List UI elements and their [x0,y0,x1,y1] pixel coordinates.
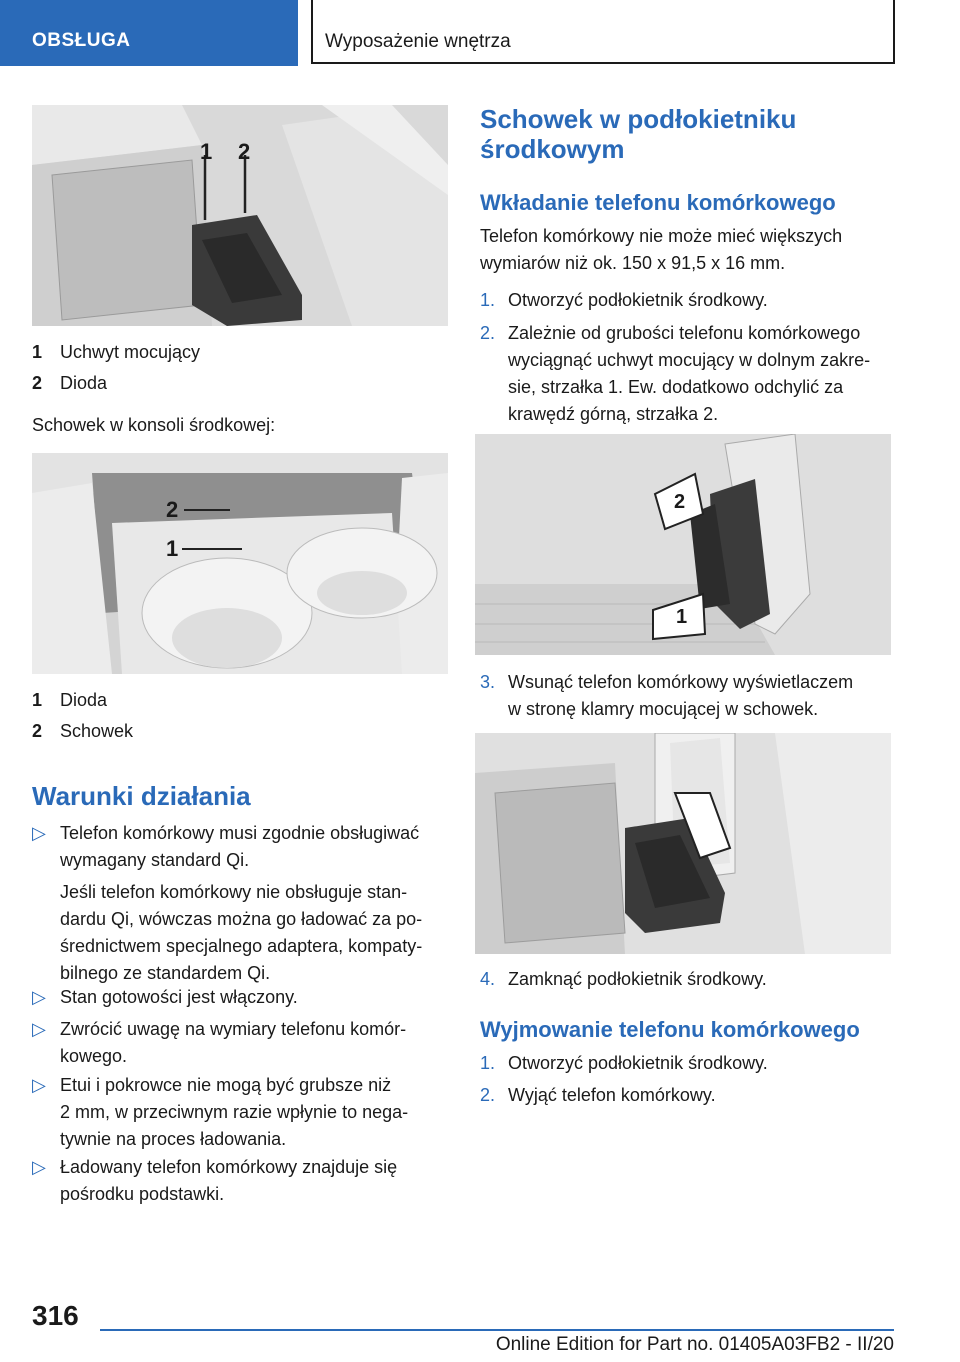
triangle-bullet-icon: ▷ [32,1075,46,1095]
condition-line: Ładowany telefon komórkowy znajduje się [60,1157,398,1177]
phone-insert-illustration [475,733,891,954]
section-header-title: Wyposażenie wnętrza [325,31,511,52]
condition-line: bilnego ze standardem Qi. [60,963,271,983]
step-line: Zależnie od grubości telefonu komórkowego [508,323,861,343]
condition-line: 2 mm, w przeciwnym razie wpłynie to nega- [60,1102,409,1122]
step-line: Otworzyć podłokietnik środkowy. [508,290,768,310]
step-number: 1. [480,1053,496,1073]
figure-armrest-holder [32,105,448,326]
triangle-bullet-icon: ▷ [32,987,46,1007]
callout-1: 1 [166,536,179,561]
triangle-bullet-icon: ▷ [32,1019,46,1039]
heading-line: Schowek w podłokietniku [480,104,797,134]
footer-divider [100,1329,894,1331]
legend-number: 2 [32,721,43,741]
triangle-bullet-icon: ▷ [32,823,46,843]
conditions-heading: Warunki działania [32,781,251,811]
legend-text: Dioda [60,373,108,393]
chapter-tab [0,0,298,66]
triangle-bullet-icon: ▷ [32,1157,46,1177]
step-line: sie, strzałka 1. Ew. dodatkowo odchylić za [508,377,844,397]
callout-2: 2 [238,139,251,164]
remove-phone-heading: Wyjmowanie telefonu komórkowego [480,1017,860,1042]
intro-line: Telefon komórkowy nie może mieć większych [480,226,843,246]
step-line: krawędź górną, strzałka 2. [508,404,719,424]
condition-line: Etui i pokrowce nie mogą być grubsze niż [60,1075,392,1095]
figure-holder-arrows [475,434,891,655]
step-line: Wsunąć telefon komórkowy wyświetlaczem [508,672,854,692]
chapter-tab-label: OBSŁUGA [32,30,131,51]
step-number: 4. [480,969,496,989]
figure-phone-insert [475,733,891,954]
condition-line: Jeśli telefon komórkowy nie obsługuje stan- [60,882,408,902]
armrest-section-heading [480,104,900,164]
legend-text: Uchwyt mocujący [60,342,201,362]
condition-line: tywnie na proces ładowania. [60,1129,287,1149]
figure-center-console [32,453,448,674]
edition-note: Online Edition for Part no. 01405A03FB2 - II/20 [495,1334,894,1355]
condition-line: wymagany standard Qi. [60,850,250,870]
heading-line: środkowym [480,134,625,164]
legend-text: Dioda [60,690,108,710]
condition-line: Telefon komórkowy musi zgodnie obsługiwać [60,823,420,843]
step-number: 2. [480,323,496,343]
condition-line: dardu Qi, wówczas można go ładować za po- [60,909,423,929]
condition-line: Zwrócić uwagę na wymiary telefonu komór- [60,1019,407,1039]
condition-line: kowego. [60,1046,128,1066]
arrow-2-label: 2 [674,491,686,513]
insert-intro [480,223,900,277]
step-line: Wyjąć telefon komórkowy. [508,1085,716,1105]
insert-phone-heading: Wkładanie telefonu komórkowego [480,190,836,215]
step-number: 3. [480,672,496,692]
condition-line: pośrodku podstawki. [60,1184,225,1204]
step-line: Otworzyć podłokietnik środkowy. [508,1053,768,1073]
step-line: wyciągnąć uchwyt mocujący w dolnym zakre- [508,350,871,370]
condition-line: średnictwem specjalnego adaptera, kompaty- [60,936,423,956]
page-number: 316 [32,1300,79,1331]
arrow-1-label: 1 [676,606,688,628]
center-console-illustration [32,453,448,674]
console-intro: Schowek w konsoli środkowej: [32,415,276,435]
step-number: 2. [480,1085,496,1105]
legend-number: 2 [32,373,43,393]
section-header [311,0,895,64]
step-line: w stronę klamry mocującej w schowek. [508,699,819,719]
callout-1: 1 [200,139,213,164]
legend-number: 1 [32,690,43,710]
condition-line: Stan gotowości jest włączony. [60,987,298,1007]
intro-line: wymiarów niż ok. 150 x 91,5 x 16 mm. [480,253,786,273]
callout-2: 2 [166,497,179,522]
step-number: 1. [480,290,496,310]
step-line: Zamknąć podłokietnik środkowy. [508,969,767,989]
legend-text: Schowek [60,721,134,741]
legend-number: 1 [32,342,43,362]
